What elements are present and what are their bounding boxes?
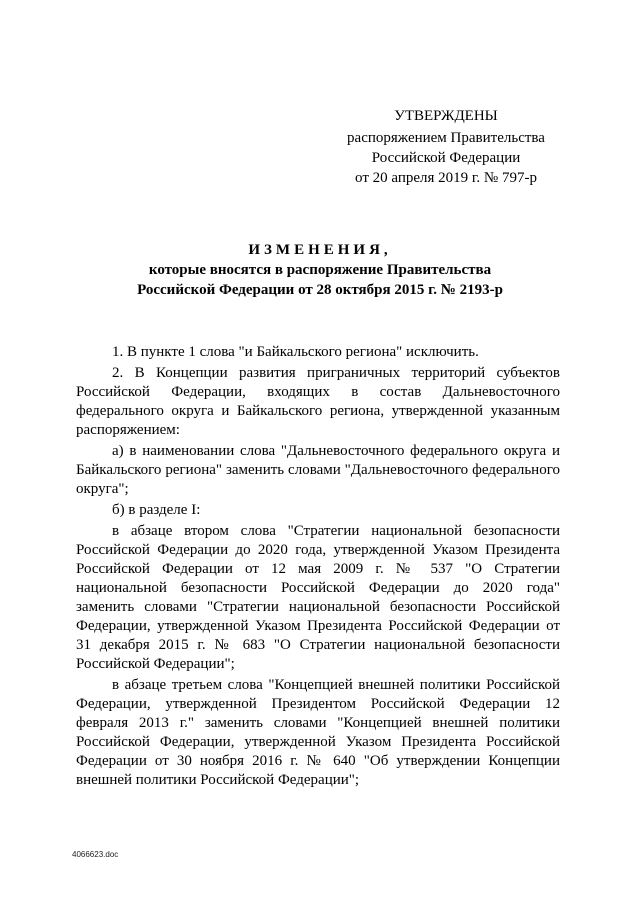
paragraph-2: 2. В Концепции развития приграничных территорий субъектов Российской Федерации, входящих в состав Дальневосточного федерального округа и Байкальского региона, утвержденной указанным распоряжением:	[76, 365, 560, 438]
footer-filename: 4066623.doc	[72, 850, 119, 859]
approval-line-2: Российской Федерации	[371, 150, 521, 166]
paragraph-2a: а) в наименовании слова "Дальневосточного федерального округа и Байкальского региона" заменить словами "Дальневосточного федерального округа";	[76, 443, 560, 497]
document-title	[60, 240, 580, 300]
paragraph-2b-abzac-3: в абзаце третьем слова "Концепцией внешней политики Российской Федерации, утвержденной Президентом Российской Федерации 12 февраля 2013 г." заменить словами "Концепцией внешней политики Российской Федерации, утвержденной Указом Президента Российской Федерации от 30 ноября 2016 г. № 640 "Об утверждении Концепции внешней политики Российской Федерации";	[76, 677, 560, 788]
paragraph-2b-abzac-2: в абзаце втором слова "Стратегии национальной безопасности Российской Федерации до 2020 года, утвержденной Указом Президента Российской Федерации от 12 мая 2009 г. № 537 "О Стратегии национальной безопасности Российской Федерации до 2020 года" заменить словами "Стратегии национальной безопасности Российской Федерации, утвержденной Указом Президента Российской Федерации от 31 декабря 2015 г. № 683 "О Стратегии национальной безопасности Российской Федерации";	[76, 523, 560, 672]
approval-line-1: распоряжением Правительства	[347, 130, 545, 146]
approval-stamp	[330, 106, 562, 188]
paragraph-1: 1. В пункте 1 слова "и Байкальского региона" исключить.	[112, 344, 479, 360]
approved-label: УТВЕРЖДЕНЫ	[394, 108, 498, 124]
title-line-2: Российской Федерации от 28 октября 2015 г. № 2193-р	[137, 282, 503, 298]
title-line-1: которые вносятся в распоряжение Правительства	[148, 262, 492, 278]
document-body	[76, 343, 560, 792]
approval-line-3: от 20 апреля 2019 г. № 797-р	[355, 170, 537, 186]
paragraph-2b: б) в разделе I:	[112, 502, 201, 518]
title-heading: ИЗМЕНЕНИЯ,	[248, 242, 392, 258]
